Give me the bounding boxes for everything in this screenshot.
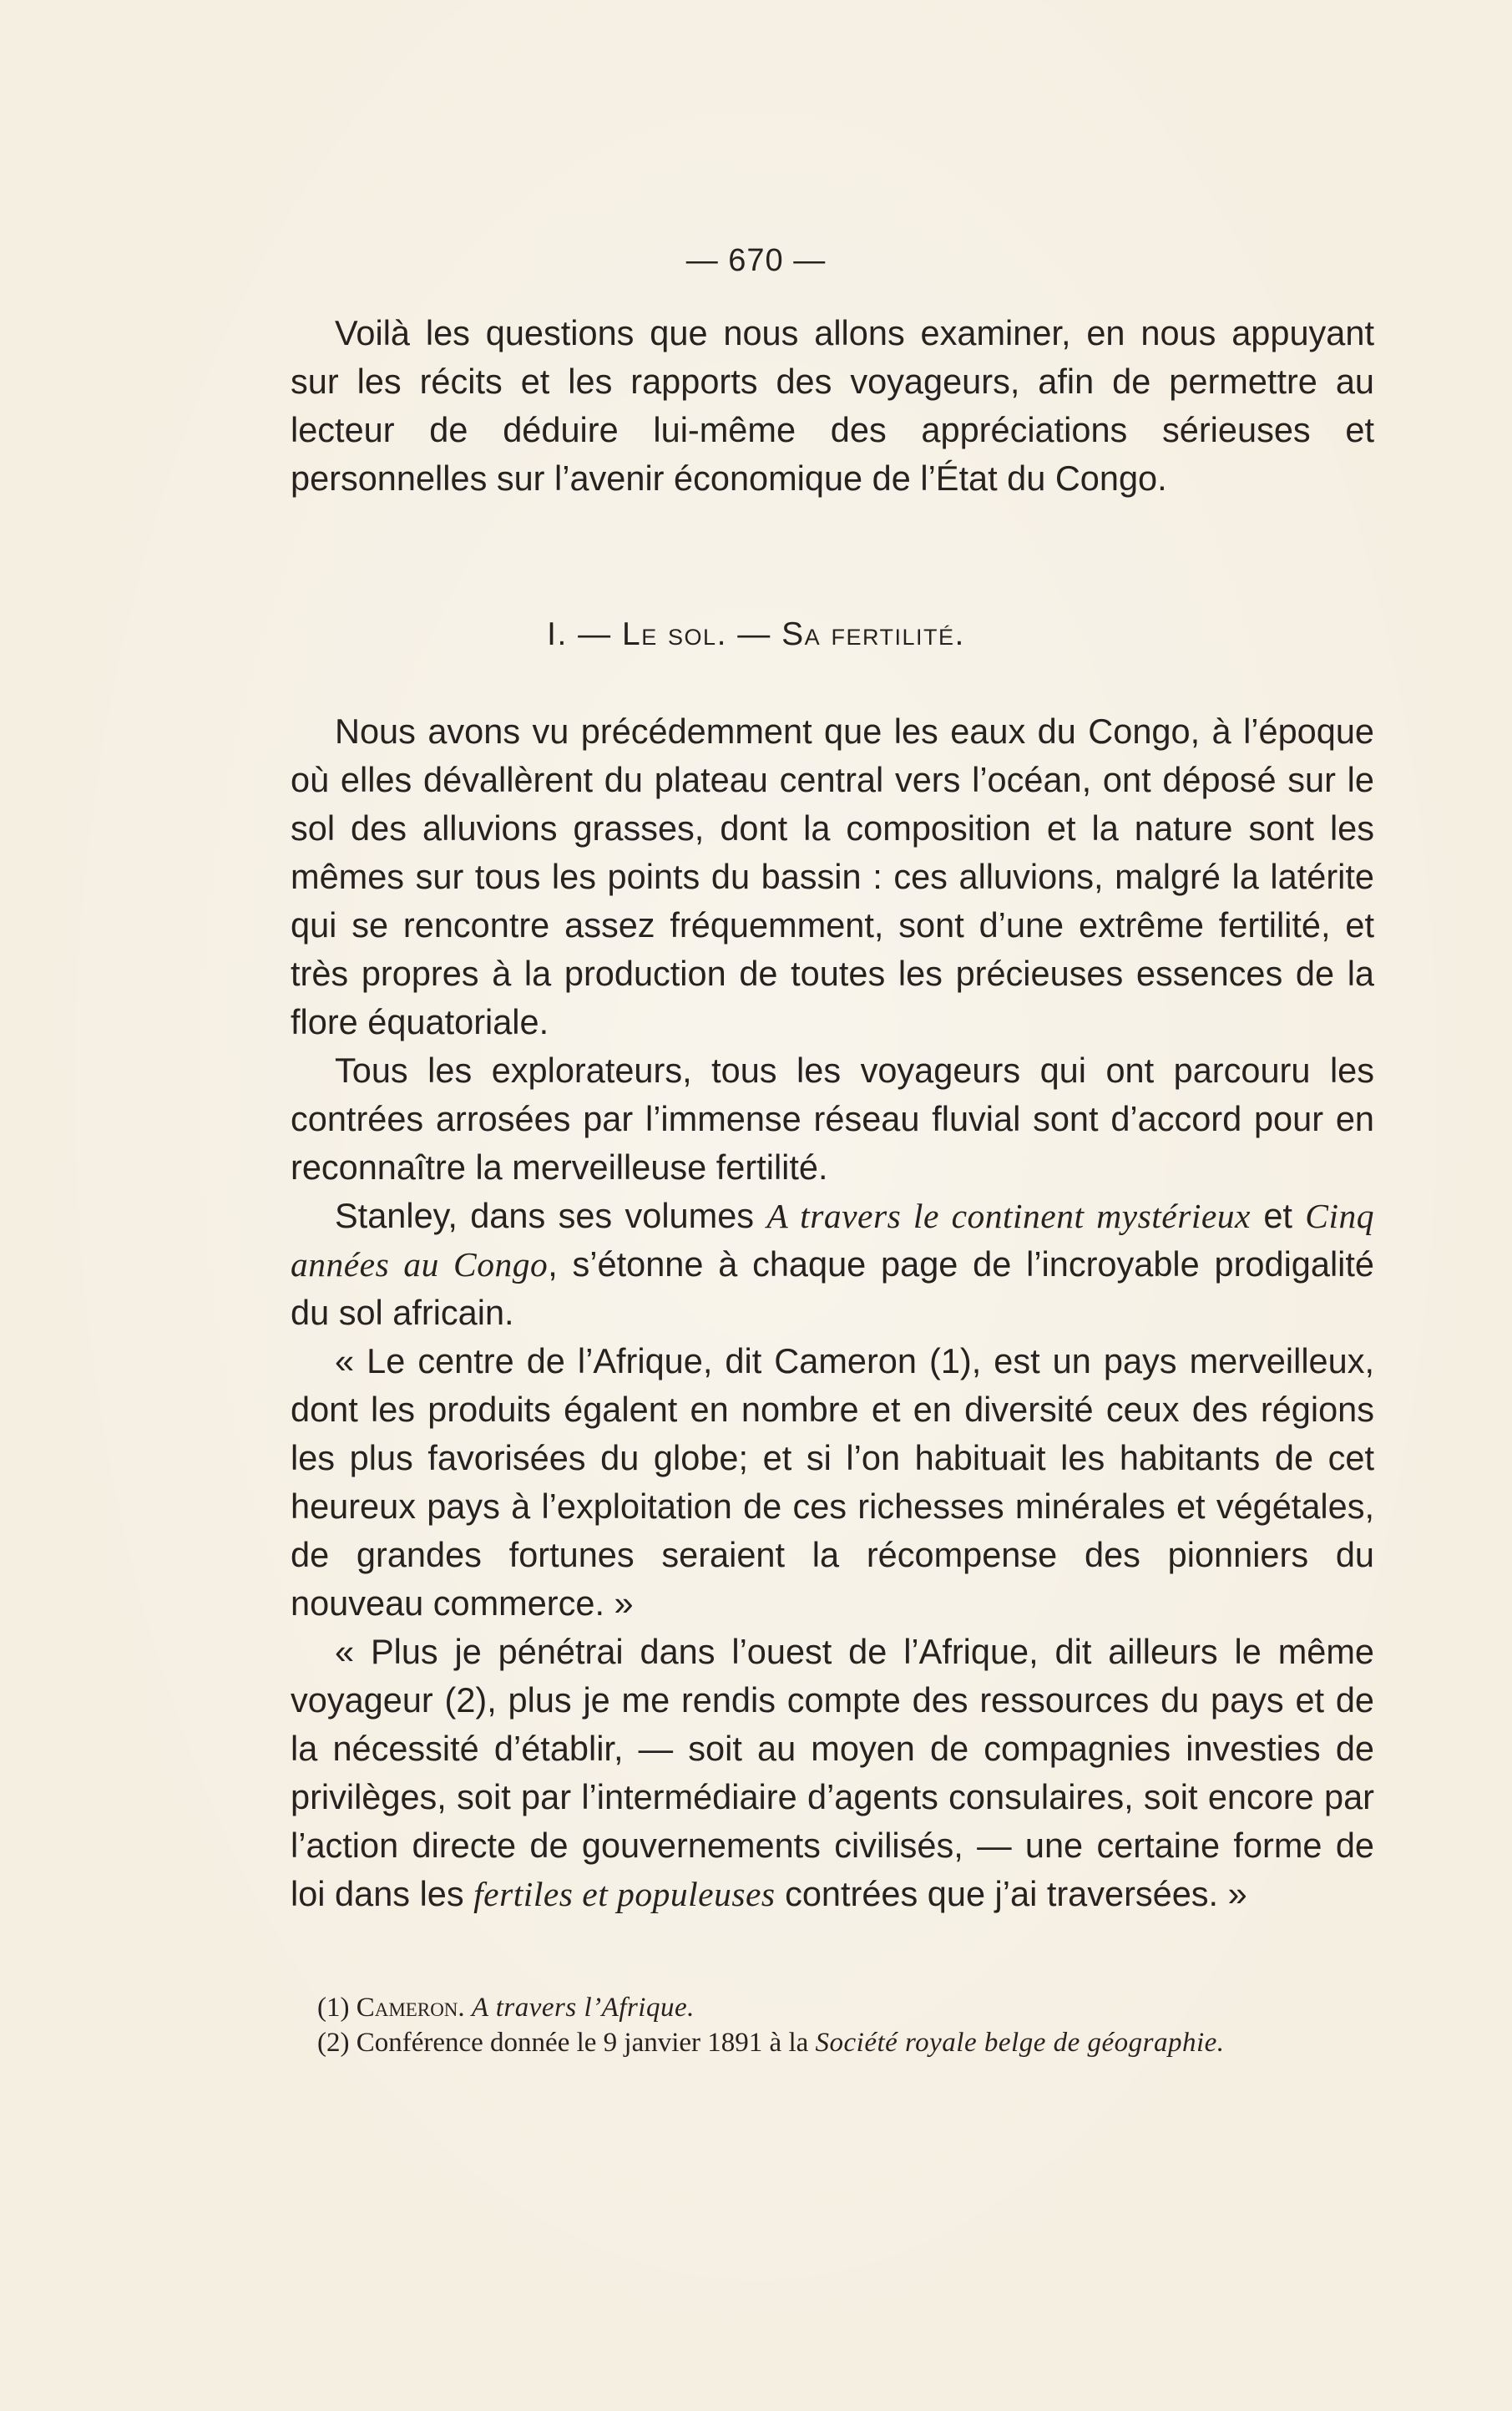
footnote-2-number: (2) (317, 2028, 357, 2058)
emphasis-fertiles: fertiles et populeuses (473, 1875, 776, 1913)
footnote-1 (317, 1990, 1403, 2025)
footnote-2 (317, 2025, 1403, 2060)
footnote-1-separator: . (458, 1993, 472, 2023)
footnote-1-author: Cameron (356, 1993, 458, 2023)
paragraph-soil: Nous avons vu précédemment que les eaux du Congo, à l’époque où elles dévallèrent du plateau central vers l’océan, ont déposé sur le sol des alluvions grasses, dont la composition et la nature sont les mêmes sur tous les points du bassin : ces alluvions, malgré la latérite qui se rencontre assez fréquemment, sont d’une extrême fertilité, et très propres à la production de toutes les précieuses essences de la flore équatoriale. (291, 712, 1374, 1041)
footnote-2-title: Société royale belge de géographie. (815, 2028, 1225, 2058)
footnote-1-number: (1) (317, 1993, 357, 2023)
paragraph-cameron-quote: « Le centre de l’Afrique, dit Cameron (1), est un pays merveilleux, dont les produits égalent en nombre et en diversité ceux des régions les plus favorisées du globe; et si l’on habituait les habitants de cet heureux pays à l’exploitation de ces richesses minérales et végétales, de grandes fortunes seraient la récompense des pionniers du nouveau commerce. » (291, 1341, 1374, 1623)
stanley-text-start: Stanley, dans ses volumes (335, 1196, 767, 1235)
intro-block (291, 309, 1374, 503)
section-separator: . — (716, 616, 782, 652)
stanley-text-mid: et (1250, 1196, 1306, 1235)
paragraph-stanley (291, 1192, 1374, 1337)
intro-paragraph: Voilà les questions que nous allons examiner, en nous appuyant sur les récits et les rapports des voyageurs, afin de permettre au lecteur de déduire lui-même des appréciations sérieuses et personnelles sur l’avenir économique de l’État du Congo. (291, 313, 1374, 498)
second-quote-start: « Plus je pénétrai dans l’ouest de l’Afrique, dit ailleurs le même voyageur (2), plus je me rendis compte des ressources du pays et de la nécessité d’établir, — soit au moyen de compagnies investies de privilèges, soit par l’intermédiaire d’agents consulaires, soit encore par l’action directe de gouvernements civilisés, — une certaine forme de loi dans les (291, 1632, 1374, 1913)
footnote-2-text: Conférence donnée le 9 janvier 1891 à la (356, 2028, 816, 2058)
paragraph-explorers: Tous les explorateurs, tous les voyageurs qui ont parcouru les contrées arrosées par l’immense réseau fluvial sont d’accord pour en reconnaître la merveilleuse fertilité. (291, 1051, 1374, 1187)
footnotes (317, 1990, 1403, 2060)
paragraph-cameron-second-quote (291, 1628, 1374, 1918)
section-title-part1: Le sol (622, 616, 717, 652)
section-title-part2: Sa fertilité (781, 616, 955, 652)
section-end: . (954, 616, 965, 652)
section-numeral: I. — (547, 616, 623, 652)
footnote-1-title: A travers l’Afrique. (471, 1993, 695, 2023)
second-quote-end: contrées que j’ai traversées. » (775, 1874, 1247, 1913)
stanley-text-end: , s’étonne à chaque page de l’incroyable prodigalité du sol africain. (291, 1244, 1374, 1332)
body-text (291, 707, 1374, 1918)
page-number: — 670 — (685, 243, 827, 278)
section-heading (0, 615, 1512, 655)
book-title-mysterieux: A travers le continent mystérieux (766, 1197, 1251, 1235)
book-title-cinq-annees: Cinq années au Congo (291, 1197, 1374, 1284)
